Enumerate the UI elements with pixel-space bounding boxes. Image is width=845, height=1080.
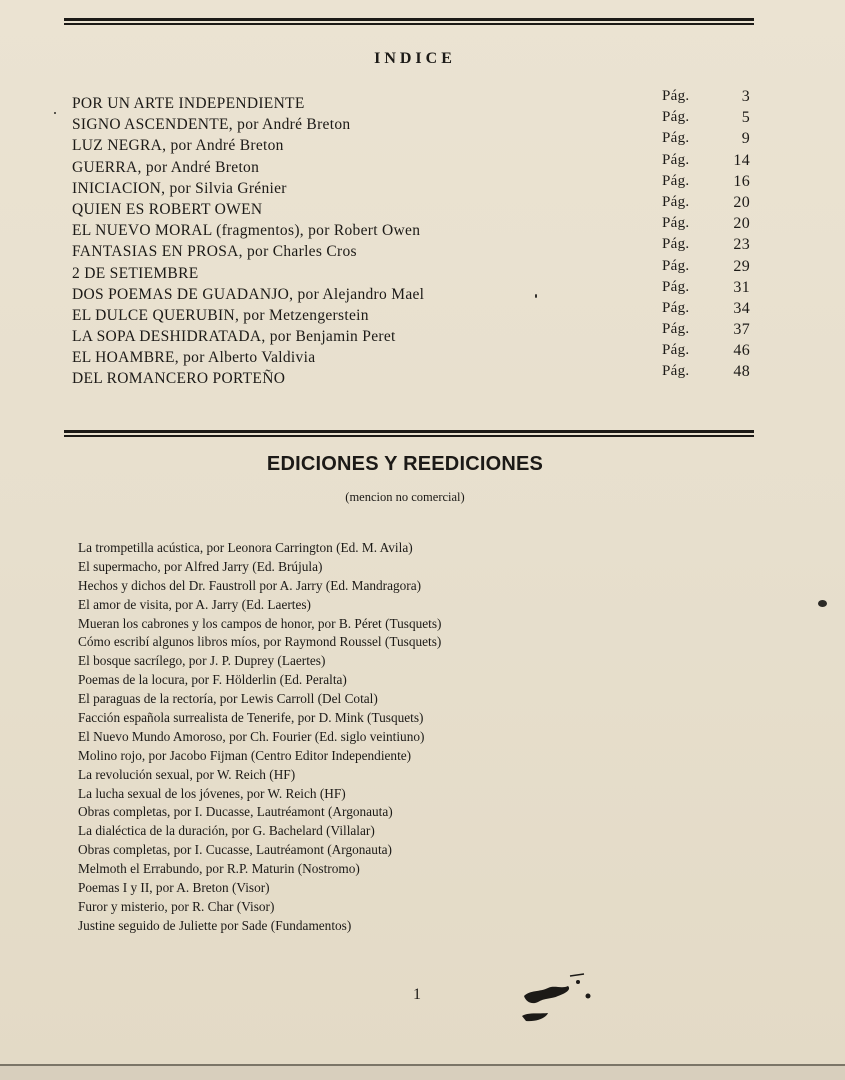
ediciones-item: La revolución sexual, por W. Reich (HF)	[78, 766, 296, 782]
index-entry-pag-label: Pág.	[662, 363, 690, 380]
index-entry-title: LUZ NEGRA, por André Breton	[72, 137, 284, 155]
index-entry-title: INICIACION, por Silvia Grénier	[72, 179, 287, 197]
index-entry-title: POR UN ARTE INDEPENDIENTE	[72, 95, 305, 112]
index-entry-page-number: 23	[733, 236, 750, 254]
index-entry-pag-label: Pág.	[662, 236, 690, 253]
index-entry-title: EL DULCE QUERUBIN, por Metzengerstein	[72, 306, 369, 324]
index-entry-pag-label: Pág.	[662, 88, 690, 104]
ink-speck	[54, 112, 56, 114]
ediciones-item: La trompetilla acústica, por Leonora Carrington (Ed. M. Avila)	[78, 540, 413, 555]
index-entry-pag-label: Pág.	[662, 109, 690, 126]
index-entry-title: DOS POEMAS DE GUADANJO, por Alejandro Mael	[72, 285, 425, 303]
ediciones-item: Facción española surrealista de Tenerife, por D. Mink (Tusquets)	[78, 710, 424, 726]
ediciones-subtitle: (mencion no comercial)	[345, 490, 465, 504]
index-entry-pag-label: Pág.	[662, 299, 690, 316]
index-entry-pag-label: Pág.	[662, 193, 690, 210]
index-entry	[72, 172, 762, 199]
ediciones-item: El paraguas de la rectoría, por Lewis Carroll (Del Cotal)	[78, 691, 378, 707]
index-entry-title: GUERRA, por André Breton	[72, 158, 260, 176]
ediciones-item: El bosque sacrílego, por J. P. Duprey (Laertes)	[78, 653, 326, 669]
index-entry-pag-label: Pág.	[662, 321, 690, 338]
index-list	[72, 88, 762, 390]
index-heading: INDICE	[374, 50, 456, 67]
index-entry-page-number: 20	[733, 215, 750, 233]
index-entry	[72, 109, 762, 135]
index-entry-pag-label: Pág.	[662, 257, 690, 274]
index-entry-title: DEL ROMANCERO PORTEÑO	[72, 370, 286, 388]
ediciones-item: Poemas I y II, por A. Breton (Visor)	[78, 880, 270, 896]
ink-stain-icon	[518, 972, 598, 1032]
index-entry-title: EL NUEVO MORAL (fragmentos), por Robert Owen	[72, 222, 421, 240]
ediciones-list	[78, 539, 618, 936]
index-entry	[72, 193, 762, 220]
index-entry-pag-label: Pág.	[662, 215, 690, 232]
top-double-rule	[64, 18, 754, 25]
index-entry	[72, 236, 762, 262]
index-entry-page-number: 46	[733, 342, 750, 360]
index-entry-title: SIGNO ASCENDENTE, por André Breton	[72, 116, 351, 134]
index-entry-title: 2 DE SETIEMBRE	[72, 264, 199, 282]
index-entry	[72, 299, 762, 326]
index-entry	[72, 257, 762, 284]
index-entry-page-number: 16	[733, 172, 750, 190]
ink-speck	[535, 294, 537, 298]
ediciones-item: Molino rojo, por Jacobo Fijman (Centro Editor Independiente)	[78, 747, 412, 763]
index-entry-pag-label: Pág.	[662, 342, 690, 359]
ediciones-item: Obras completas, por I. Ducasse, Lautréamont (Argonauta)	[78, 804, 393, 820]
ediciones-item: Cómo escribí algunos libros míos, por Raymond Roussel (Tusquets)	[78, 634, 442, 650]
ediciones-item: Justine seguido de Juliette por Sade (Fundamentos)	[78, 917, 352, 933]
index-entry-title: LA SOPA DESHIDRATADA, por Benjamin Peret	[72, 328, 396, 346]
index-entry-page-number: 31	[733, 278, 750, 296]
ediciones-item: El supermacho, por Alfred Jarry (Ed. Brújula)	[78, 558, 323, 574]
index-entry	[72, 215, 762, 241]
index-entry-page-number: 5	[741, 109, 750, 127]
section-divider-rule	[64, 430, 754, 437]
ediciones-item: Melmoth el Errabundo, por R.P. Maturin (Nostromo)	[78, 861, 360, 877]
index-entry-pag-label: Pág.	[662, 278, 690, 295]
index-entry-page-number: 9	[741, 130, 750, 148]
index-entry-page-number: 3	[741, 88, 750, 105]
index-entry	[72, 88, 762, 114]
ediciones-item: Mueran los cabrones y los campos de honor, por B. Péret (Tusquets)	[78, 615, 442, 631]
ediciones-item: La lucha sexual de los jóvenes, por W. Reich (HF)	[78, 785, 346, 801]
index-entry-title: FANTASIAS EN PROSA, por Charles Cros	[72, 243, 357, 261]
ediciones-item: Hechos y dichos del Dr. Faustroll por A. Jarry (Ed. Mandragora)	[78, 577, 422, 593]
index-entry	[72, 363, 762, 389]
index-entry-page-number: 14	[733, 151, 750, 169]
index-entry-page-number: 20	[733, 193, 750, 211]
ediciones-item: Obras completas, por I. Cucasse, Lautréamont (Argonauta)	[78, 842, 392, 858]
index-entry-pag-label: Pág.	[662, 151, 690, 168]
page-number: 1	[413, 986, 421, 1003]
index-entry	[72, 130, 762, 156]
index-entry	[72, 321, 762, 347]
index-entry-pag-label: Pág.	[662, 172, 690, 189]
ediciones-item: El Nuevo Mundo Amoroso, por Ch. Fourier (Ed. siglo veintiuno)	[78, 728, 425, 744]
index-entry-page-number: 48	[733, 363, 750, 381]
index-entry-page-number: 37	[733, 321, 750, 339]
ediciones-item: Furor y misterio, por R. Char (Visor)	[78, 898, 275, 914]
ediciones-item: El amor de visita, por A. Jarry (Ed. Laertes)	[78, 596, 311, 612]
index-entry	[72, 278, 762, 305]
index-entry-title: QUIEN ES ROBERT OWEN	[72, 200, 263, 218]
ediciones-item: La dialéctica de la duración, por G. Bachelard (Villalar)	[78, 823, 375, 839]
ediciones-item: Poemas de la locura, por F. Hölderlin (Ed. Peralta)	[78, 672, 347, 688]
index-entry	[72, 342, 762, 368]
index-entry-pag-label: Pág.	[662, 130, 690, 147]
index-entry-page-number: 34	[733, 299, 750, 317]
index-entry-title: EL HOAMBRE, por Alberto Valdivia	[72, 349, 316, 367]
index-entry-page-number: 29	[733, 257, 750, 275]
page-bottom-edge	[0, 1064, 845, 1080]
ink-speck	[818, 600, 827, 607]
index-entry	[72, 151, 762, 178]
ediciones-heading: EDICIONES Y REEDICIONES	[266, 453, 544, 475]
